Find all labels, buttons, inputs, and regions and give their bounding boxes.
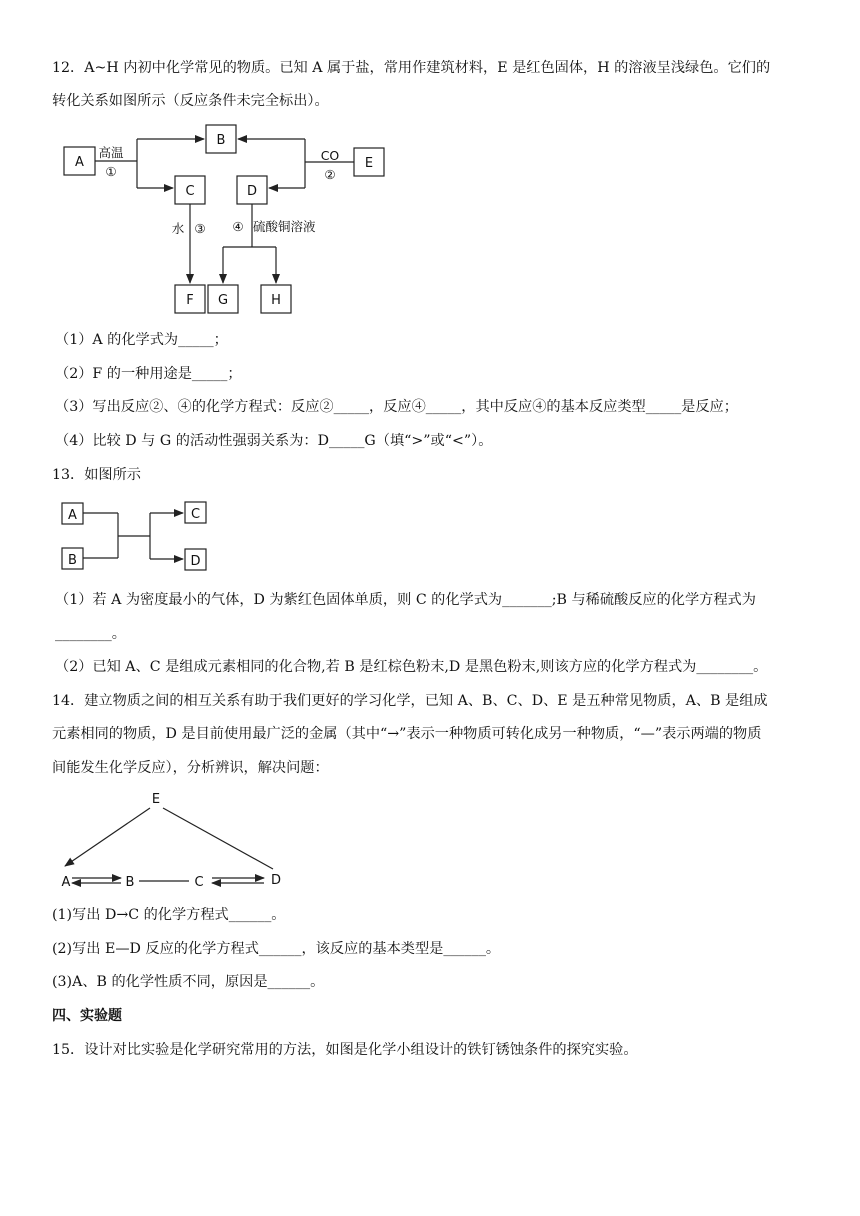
q13-node-c-label: C: [190, 507, 201, 522]
q15-stem: 15．设计对比实验是化学研究常用的方法，如图是化学小组设计的铁钉锈蚀条件的探究实验。: [52, 1042, 638, 1058]
q12-r1-number: ①: [105, 164, 117, 179]
q12-r3-reagent: 水: [171, 221, 185, 236]
q12-part1: （1）A 的化学式为_____；: [55, 332, 228, 348]
q14-arrow-e-a: [65, 808, 150, 866]
q12-part2: （2）F 的一种用途是_____；: [55, 366, 242, 382]
q13-part1-line2: ________。: [55, 626, 126, 642]
q12-node-f-label: F: [186, 293, 194, 308]
q14-node-b-label: B: [125, 875, 135, 890]
q14-node-d-label: D: [270, 873, 282, 888]
q12-r3-number: ③: [194, 221, 206, 236]
q12-part4: （4）比较 D 与 G 的活动性强弱关系为：D_____G（填“>”或“<”）。: [55, 433, 493, 449]
q12-stem-line2: 转化关系如图所示（反应条件未完全标出）。: [52, 93, 329, 109]
q12-r1-condition: 高温: [98, 145, 124, 160]
q13-node-a-label: A: [68, 508, 77, 523]
q13-node-b-label: B: [68, 553, 77, 568]
q14-stem-line3: 间能发生化学反应），分析辨识，解决问题：: [52, 760, 329, 776]
q12-r4-reagent: 硫酸铜溶液: [253, 219, 316, 234]
q13-part1-line1: （1）若 A 为密度最小的气体，D 为紫红色固体单质，则 C 的化学式为_______;B 与稀硫酸反应的化学方程式为: [55, 592, 756, 608]
q14-node-a-label: A: [61, 875, 71, 890]
q14-part3: (3)A、B 的化学性质不同，原因是______。: [52, 974, 325, 990]
q13-part2: （2）已知 A、C 是组成元素相同的化合物,若 B 是红棕色粉末,D 是黑色粉末,则该方应的化学方程式为________。: [55, 659, 768, 675]
q12-node-c-label: C: [185, 184, 195, 199]
q14-edge-e-d: [163, 808, 273, 869]
q13-node-d-label: D: [190, 554, 201, 569]
q12-r2-reagent: CO: [320, 148, 340, 163]
q12-stem-line1: 12．A~H 内初中化学常见的物质。已知 A 属于盐，常用作建筑材料，E 是红色固体，H 的溶液呈浅绿色。它们的: [52, 60, 771, 76]
q12-node-g-label: G: [217, 293, 229, 308]
q12-r4-number: ④: [232, 219, 244, 234]
q12-node-a-label: A: [75, 155, 84, 170]
q12-node-e-label: E: [364, 156, 374, 171]
q14-stem-line1: 14．建立物质之间的相互关系有助于我们更好的学习化学，已知 A、B、C、D、E 是五种常见物质，A、B 是组成: [52, 693, 768, 709]
q12-node-h-label: H: [271, 293, 281, 308]
q14-stem-line2: 元素相同的物质，D 是目前使用最广泛的金属（其中“→”表示一种物质可转化成另一种物质，“—”表示两端的物质: [52, 726, 762, 742]
q12-node-d-label: D: [246, 184, 258, 199]
q13-title: 13．如图所示: [52, 467, 141, 483]
q14-node-c-label: C: [194, 875, 204, 890]
q12-part3: （3）写出反应②、④的化学方程式：反应②_____，反应④_____，其中反应④的基本反应类型_____是反应；: [55, 399, 738, 415]
q12-node-b-label: B: [216, 133, 226, 148]
q12-r2-number: ②: [324, 167, 336, 182]
q14-node-e-label: E: [151, 792, 161, 807]
section4-heading: 四、实验题: [52, 1008, 122, 1024]
q14-part1: (1)写出 D→C 的化学方程式______。: [52, 907, 286, 923]
q14-part2: (2)写出 E—D 反应的化学方程式______，该反应的基本类型是______。: [52, 941, 501, 957]
